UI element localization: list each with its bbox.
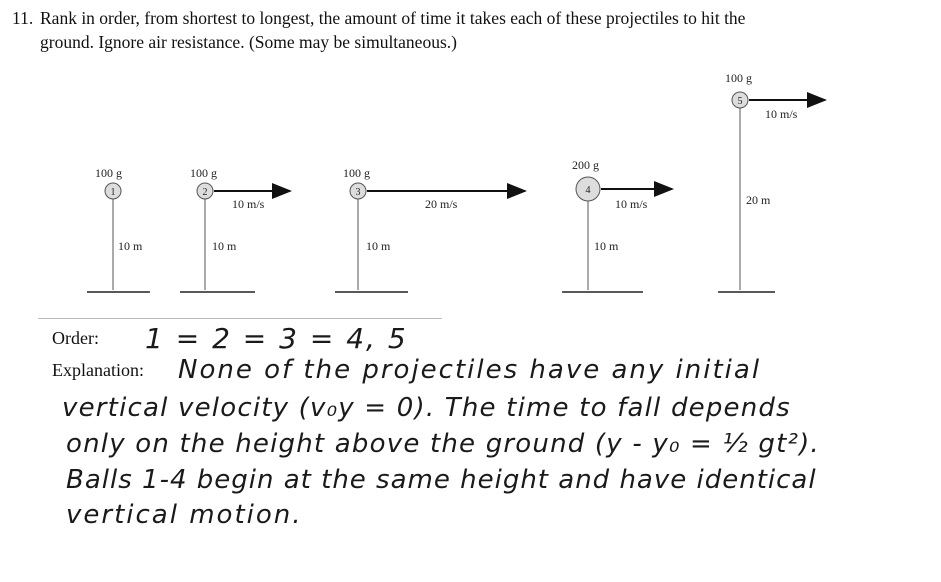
question-line-1: Rank in order, from shortest to longest, the amount of time it takes each of these projectiles to hit the xyxy=(40,8,746,28)
explanation-line-3[interactable]: only on the height above the ground (y - y₀ = ½ gt²). xyxy=(66,429,820,459)
projectile-5-height: 20 m xyxy=(746,193,771,207)
ball-1-number: 1 xyxy=(110,187,116,198)
projectile-5-velocity: 10 m/s xyxy=(765,107,798,121)
order-value[interactable]: 1 = 2 = 3 = 4, 5 xyxy=(145,322,408,355)
projectile-2-mass: 100 g xyxy=(190,166,217,180)
projectile-5-mass: 100 g xyxy=(725,71,752,85)
projectile-3-height: 10 m xyxy=(366,239,391,253)
question-line-2: ground. Ignore air resistance. (Some may be simultaneous.) xyxy=(40,32,457,52)
projectile-2-height: 10 m xyxy=(212,239,237,253)
explanation-line-2[interactable]: vertical velocity (v₀y = 0). The time to fall depends xyxy=(62,393,791,423)
projectile-4 xyxy=(562,158,672,292)
projectile-2 xyxy=(180,166,290,292)
question-number: 11. xyxy=(12,8,34,28)
explanation-line-1[interactable]: None of the projectiles have any initial xyxy=(178,355,762,385)
answer-box-border xyxy=(38,318,442,320)
projectile-3-mass: 100 g xyxy=(343,166,370,180)
projectile-4-velocity: 10 m/s xyxy=(615,197,648,211)
projectile-3-velocity: 20 m/s xyxy=(425,197,458,211)
ball-3-number: 3 xyxy=(355,187,361,198)
projectile-1-mass: 100 g xyxy=(95,166,122,180)
explanation-line-5[interactable]: vertical motion. xyxy=(66,500,303,530)
projectile-5 xyxy=(718,71,825,292)
ball-5-number: 5 xyxy=(737,96,743,107)
ball-2-number: 2 xyxy=(202,187,208,198)
order-label: Order: xyxy=(52,328,99,348)
projectile-1 xyxy=(87,166,150,292)
projectile-4-height: 10 m xyxy=(594,239,619,253)
ball-4-number: 4 xyxy=(585,185,591,196)
projectile-3 xyxy=(335,166,525,292)
projectile-1-height: 10 m xyxy=(118,239,143,253)
projectile-2-velocity: 10 m/s xyxy=(232,197,265,211)
explanation-label: Explanation: xyxy=(52,360,144,380)
explanation-line-4[interactable]: Balls 1-4 begin at the same height and have identical xyxy=(66,465,817,495)
projectile-4-mass: 200 g xyxy=(572,158,599,172)
